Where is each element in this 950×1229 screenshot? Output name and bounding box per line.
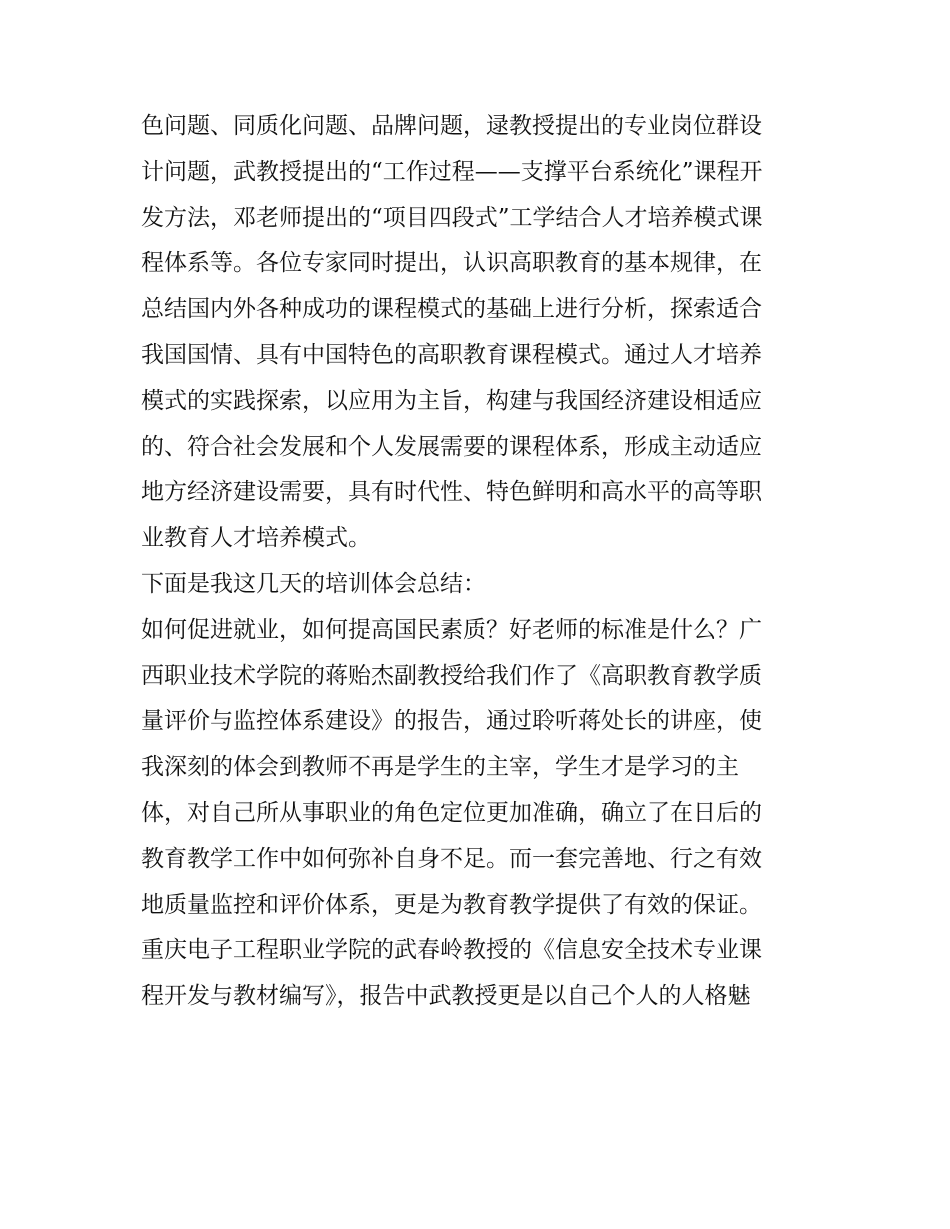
text-line: 如何促进就业，如何提高国民素质？好老师的标准是什么？广	[141, 616, 762, 643]
text-line: 体，对自己所从事职业的角色定位更加准确，确立了在日后的	[141, 799, 762, 826]
text-line: 地质量监控和评价体系，更是为教育教学提供了有效的保证。	[141, 891, 762, 918]
text-line: 西职业技术学院的蒋贻杰副教授给我们作了《高职教育教学质	[141, 662, 762, 689]
text-line: 色问题、同质化问题、品牌问题，逯教授提出的专业岗位群设	[141, 113, 762, 139]
text-line: 教育教学工作中如何弥补自身不足。而一套完善地、行之有效	[141, 845, 762, 872]
text-line: 模式的实践探索，以应用为主旨，构建与我国经济建设相适应	[141, 387, 762, 414]
text-line: 我国国情、具有中国特色的高职教育课程模式。通过人才培养	[141, 341, 762, 368]
text-line: 量评价与监控体系建设》的报告，通过聆听蒋处长的讲座，使	[141, 708, 762, 735]
text-line: 地方经济建设需要，具有时代性、特色鲜明和高水平的高等职	[141, 479, 762, 506]
text-line: 总结国内外各种成功的课程模式的基础上进行分析，探索适合	[141, 296, 762, 323]
text-line: 的、符合社会发展和个人发展需要的课程体系，形成主动适应	[141, 433, 762, 460]
text-line: 业教育人才培养模式。	[141, 525, 371, 552]
text-line: 我深刻的体会到教师不再是学生的主宰，学生才是学习的主	[141, 754, 739, 781]
text-line: 程体系等。各位专家同时提出，认识高职教育的基本规律，在	[141, 250, 762, 277]
text-line: 发方法，邓老师提出的“项目四段式”工学结合人才培养模式课	[141, 204, 763, 231]
body-text	[141, 104, 821, 1020]
text-line: 重庆电子工程职业学院的武春岭教授的《信息安全技术专业课	[141, 937, 762, 964]
text-line: 计问题，武教授提出的“工作过程——支撑平台系统化”课程开	[141, 158, 763, 185]
text-line: 下面是我这几天的培训体会总结：	[141, 570, 486, 597]
text-line: 程开发与教材编写》，报告中武教授更是以自己个人的人格魅	[141, 983, 751, 1010]
